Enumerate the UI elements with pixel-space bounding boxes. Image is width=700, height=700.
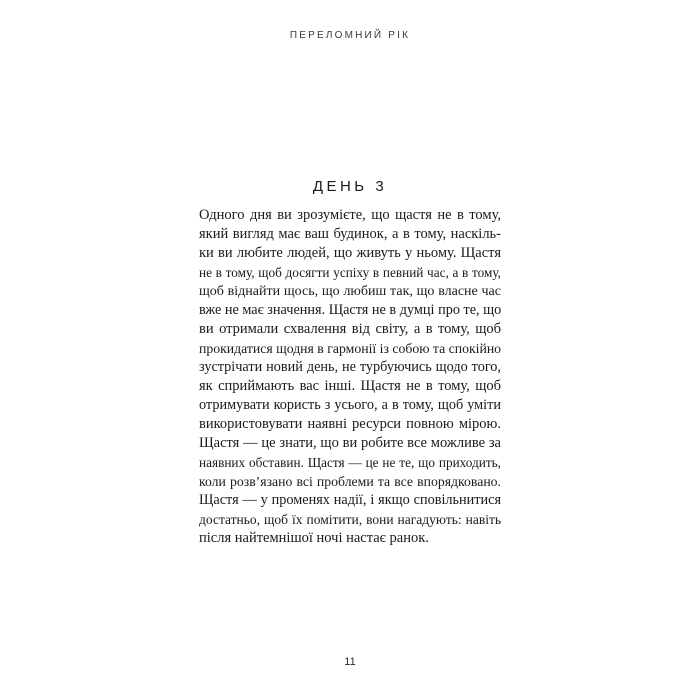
paragraph-line: після найтемнішої ночі настає ранок. (199, 530, 429, 546)
paragraph-line: не в тому, щоб досягти успіху в певний час, а в тому, (199, 265, 501, 280)
page-number: 11 (344, 656, 356, 668)
paragraph-line: зустрічати новий день, не турбуючись щодо того, (199, 359, 501, 375)
paragraph-line: отримувати користь з усього, а в тому, щоб уміти (199, 397, 501, 413)
paragraph-line: Щастя — у променях надії, і якщо сповільнитися (199, 492, 501, 508)
paragraph-line: Щастя — це знати, що ви робите все можливе за (199, 435, 501, 451)
chapter-title: ДЕНЬ 3 (312, 178, 388, 195)
body-paragraph (199, 206, 501, 548)
paragraph-line: який вигляд має ваш будинок, а в тому, наскіль- (199, 226, 501, 242)
running-head: ПЕРЕЛОМНИЙ РІК (289, 30, 411, 41)
paragraph-line: достатньо, щоб їх помітити, вони нагадують: навіть (199, 512, 501, 527)
paragraph-line: як сприймають вас інші. Щастя не в тому, щоб (199, 378, 501, 394)
paragraph-line: ки ви любите людей, що живуть у ньому. Щастя (199, 245, 501, 261)
paragraph-line: використовувати наявні ресурси повною мірою. (199, 416, 501, 432)
paragraph-line: наявних обставин. Щастя — це не те, що приходить, (199, 455, 501, 470)
paragraph-line: Одного дня ви зрозумієте, що щастя не в тому, (199, 207, 501, 223)
paragraph-line: ви отримали схвалення від світу, а в тому, щоб (199, 321, 501, 337)
paragraph-line: коли розв’язано всі проблеми та все впорядковано. (199, 474, 501, 489)
paragraph-line: вже не має значення. Щастя не в думці про те, що (199, 302, 502, 318)
paragraph-line: прокидатися щодня в гармонії із собою та спокійно (199, 341, 502, 356)
paragraph-line: щоб віднайти щось, що любиш так, що власне час (199, 284, 501, 299)
